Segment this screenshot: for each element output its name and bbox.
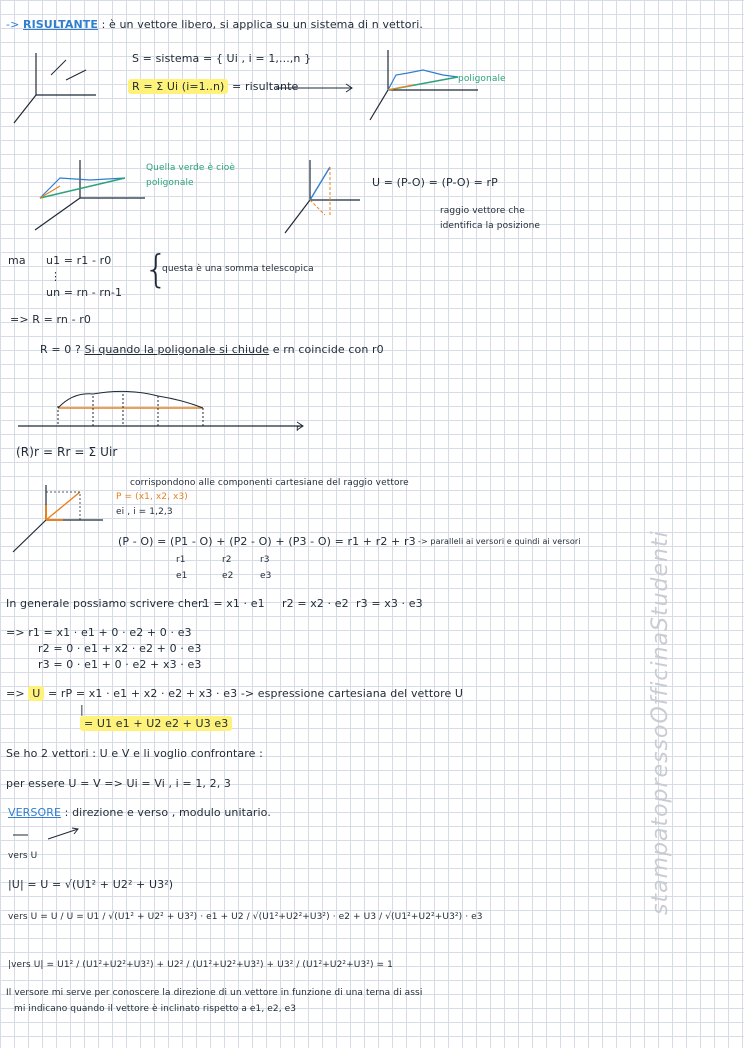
axes-figure-1 [6, 45, 106, 135]
vector-note-1: raggio vettore che [440, 206, 525, 216]
under-label-r3: r3 [260, 555, 270, 565]
general-r2: r2 = x2 · e2 [282, 597, 349, 610]
closing-line-1: Il versore mi serve per conoscere la direzione di un vettore in funzione di una terna di assi [6, 988, 423, 998]
versore-modulus: |U| = U = √(U1² + U2² + U3²) [8, 878, 174, 891]
vector-note-2: identifica la posizione [440, 221, 541, 231]
result-label: = risultante [232, 80, 299, 93]
compare-line-1: Se ho 2 vettori : U e V e li voglio confrontare : [6, 747, 263, 760]
brace: { [144, 247, 169, 291]
chiusa-figure [30, 158, 150, 238]
components-row-1: => r1 = x1 · e1 + 0 · e2 + 0 · e3 [6, 626, 192, 639]
cartesian-index: ei , i = 1,2,3 [116, 507, 173, 517]
versore-line [8, 806, 271, 819]
set-definition: S = sistema = { Ui , i = 1,...,n } [132, 52, 312, 65]
header-term: RISULTANTE [23, 18, 98, 31]
telescopic-line-1: u1 = r1 - r0 [46, 254, 112, 267]
vers-label: vers U [8, 851, 38, 861]
cartesian-decomp-note: -> paralleli ai versori e quindi ai versori [418, 537, 581, 546]
result-zero-question: R = 0 ? [40, 343, 81, 356]
cartesian-decomp: (P - O) = (P1 - O) + (P2 - O) + (P3 - O) = r1 + r2 + r3 [118, 535, 416, 548]
general-r1: r1 = x1 · e1 [198, 597, 265, 610]
result-formula: R = Σ Ui (i=1..n) [128, 79, 228, 94]
cart-expr-second-line [80, 717, 232, 730]
closing-line-2: mi indicano quando il vettore è inclinato rispetto a e1, e2, e3 [14, 1004, 297, 1014]
telescopic-note: questa è una somma telescopica [162, 264, 314, 274]
projection-axis-label: r [296, 424, 300, 434]
under-versor-e2: e2 [222, 571, 234, 581]
watermark: stampatopressoOfficinaStudenti [648, 530, 673, 915]
result-zero-tail: e rn coincide con r0 [272, 343, 384, 356]
poligonale-label: poligonale [458, 74, 506, 84]
telescopic-dots: ⋮ [50, 270, 62, 283]
vector-formula: U = (P-O) = (P-O) = rP [372, 176, 498, 189]
result-diff-2 [40, 343, 384, 356]
chiusa-note-2: poligonale [146, 178, 194, 188]
general-intro: In generale possiamo scrivere che : [6, 597, 206, 610]
raggio-vettore-figure [280, 155, 370, 240]
under-versor-e3: e3 [260, 571, 272, 581]
components-row-2: r2 = 0 · e1 + x2 · e2 + 0 · e3 [38, 642, 202, 655]
versore-definition: : direzione e verso , modulo unitario. [64, 806, 271, 819]
cart-expr: = rP = x1 · e1 + x2 · e2 + x3 · e3 [48, 687, 238, 700]
header-line [6, 18, 423, 31]
header-arrow: -> [6, 18, 20, 31]
versore-formula: vers U = U / U = U1 / √(U1² + U2² + U3²) · e1 + U2 / √(U1²+U2²+U3²) · e2 + U3 / √(U1²+U2²+U3²) · e3 [8, 912, 483, 922]
under-versor-e1: e1 [176, 571, 188, 581]
result-diff-1: => R = rn - r0 [10, 313, 91, 326]
cart-expr-bar: | [80, 703, 84, 716]
cart-expr-note: -> espressione cartesiana del vettore U [240, 687, 464, 700]
cart-expr-line: => U = rP = x1 · e1 + x2 · e2 + x3 · e3 -> espressione cartesiana del vettore U [6, 687, 464, 700]
general-r3: r3 = x3 · e3 [356, 597, 423, 610]
telescopic-line-2: un = rn - rn-1 [46, 286, 123, 299]
versore-term: VERSORE [8, 806, 62, 819]
result-zero-answer: Si quando la poligonale si chiude [84, 343, 270, 356]
arrow-right-icon [276, 82, 356, 94]
telescopic-ma: ma [8, 254, 26, 267]
header-definition: : è un vettore libero, si applica su un sistema di n vettori. [101, 18, 423, 31]
projection-figure [18, 386, 308, 436]
chiusa-note-1: Quella verde è cioè [146, 163, 236, 173]
components-row-3: r3 = 0 · e1 + 0 · e2 + x3 · e3 [38, 658, 202, 671]
versore-modulus-unit: |vers U| = U1² / (U1²+U2²+U3²) + U2² / (U1²+U2²+U3²) + U3² / (U1²+U2²+U3²) = 1 [8, 960, 393, 970]
under-label-r1: r1 [176, 555, 186, 565]
cartesian-figure [8, 480, 108, 560]
compare-line-2: per essere U = V => Ui = Vi , i = 1, 2, 3 [6, 777, 232, 790]
cart-expr-second: = U1 e1 + U2 e2 + U3 e3 [80, 716, 232, 731]
under-label-r2: r2 [222, 555, 232, 565]
poligonale-figure [368, 45, 488, 135]
result-formula-line [128, 80, 298, 93]
projection-formula: (R)r = Rr = Σ Uir [16, 445, 118, 459]
cartesian-point: P = (x1, x2, x3) [116, 492, 188, 502]
cartesian-note: corrispondono alle componenti cartesiane del raggio vettore [130, 478, 409, 488]
cart-expr-lhs: U [28, 686, 44, 701]
